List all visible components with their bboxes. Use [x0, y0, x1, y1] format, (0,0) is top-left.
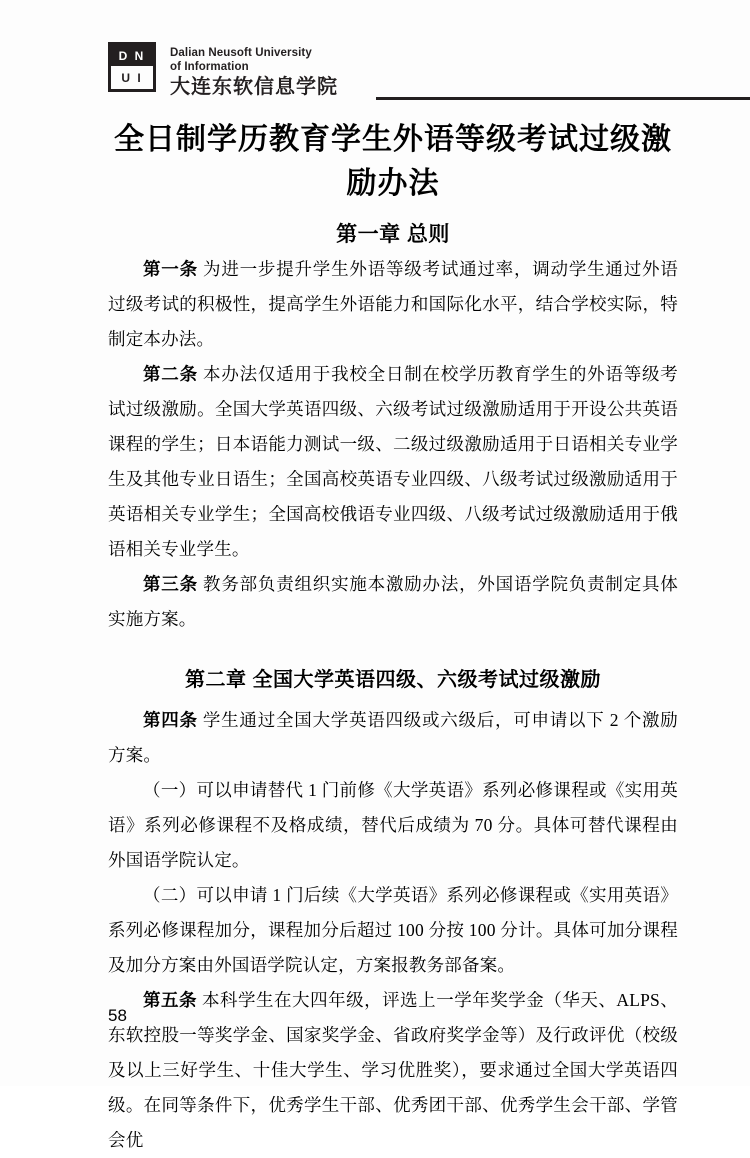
article-5-text: 本科学生在大四年级，评选上一学年奖学金（华天、ALPS、东软控股一等奖学金、国家奖学金、省政府奖学金等）及行政评优（校级及以上三好学生、十佳大学生、学习优胜奖），要求通过全国大学英语四级。在同等条件下，优秀学生干部、优秀团干部、优秀学生会干部、学管会优	[108, 990, 678, 1150]
logo-mark-top-text: D N	[111, 45, 153, 66]
page-content-area	[108, 0, 678, 1150]
article-5-paragraph	[108, 983, 678, 1158]
page-number: 58	[108, 1006, 127, 1025]
article-4-paragraph	[108, 703, 678, 773]
article-5-label: 第五条	[143, 990, 198, 1010]
section-spacer	[108, 637, 678, 663]
article-3-text: 教务部负责组织实施本激励办法，外国语学院负责制定具体实施方案。	[108, 574, 678, 629]
article-2-paragraph	[108, 357, 678, 567]
article-4-item-1: （一）可以申请替代 1 门前修《大学英语》系列必修课程或《实用英语》系列必修课程不及格成绩，替代后成绩为 70 分。具体可替代课程由外国语学院认定。	[108, 780, 678, 870]
article-2-label: 第二条	[143, 364, 198, 384]
page-title: 全日制学历教育学生外语等级考试过级激励办法	[114, 123, 672, 200]
article-1-text: 为进一步提升学生外语等级考试通过率，调动学生通过外语过级考试的积极性，提高学生外语能力和国际化水平，结合学校实际，特制定本办法。	[108, 259, 678, 349]
chapter-1-heading: 第一章 总则	[336, 223, 450, 246]
article-1-label: 第一条	[143, 259, 198, 279]
logo-english-line2: of Information	[170, 61, 249, 73]
university-logo-icon	[108, 42, 156, 92]
article-4-text: 学生通过全国大学英语四级或六级后，可申请以下 2 个激励方案。	[108, 710, 678, 765]
logo-chinese-name: 大连东软信息学院	[170, 76, 338, 98]
chapter-2-heading: 第二章 全国大学英语四级、六级考试过级激励	[184, 669, 602, 691]
logo-mark-bottom-text: U I	[121, 70, 143, 85]
logo-english-line1: Dalian Neusoft University	[170, 47, 312, 59]
logo-english-name	[170, 46, 312, 74]
header-divider	[376, 97, 750, 100]
article-4-label: 第四条	[143, 710, 198, 730]
article-1-paragraph	[108, 252, 678, 357]
article-2-text: 本办法仅适用于我校全日制在校学历教育学生的外语等级考试过级激励。全国大学英语四级、六级考试过级激励适用于开设公共英语课程的学生；日本语能力测试一级、二级过级激励适用于日语相关专业学生及其他专业日语生；全国高校英语专业四级、八级考试过级激励适用于英语相关专业学生；全国高校俄语专业四级、八级考试过级激励适用于俄语相关专业学生。	[108, 364, 678, 559]
document-body	[108, 218, 678, 1158]
document-header	[108, 38, 678, 100]
article-4-item-2: （二）可以申请 1 门后续《大学英语》系列必修课程或《实用英语》系列必修课程加分，课程加分后超过 100 分按 100 分计。具体可加分课程及加分方案由外国语学院认定，方案报教务部备案。	[108, 885, 678, 975]
article-3-label: 第三条	[143, 574, 198, 594]
article-3-paragraph	[108, 567, 678, 637]
